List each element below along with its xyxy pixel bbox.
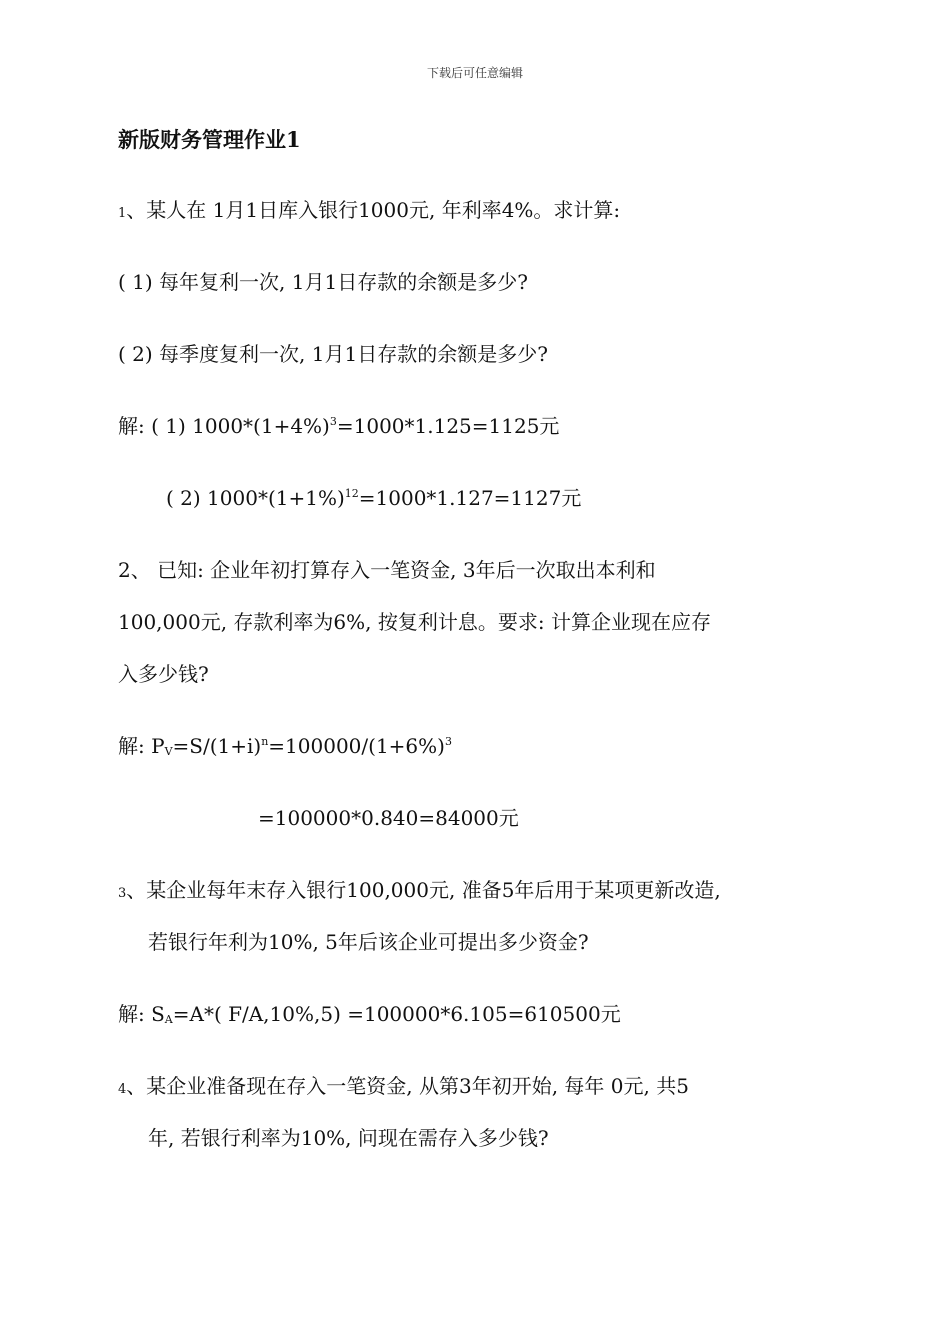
q2-s-exponent-3: 3 xyxy=(444,735,452,748)
q1-s2-post: =1000*1.127=1127元 xyxy=(358,486,582,510)
q3-line1 xyxy=(118,878,721,902)
q3-number: 3 xyxy=(118,886,127,901)
page-header: 下载后可任意编辑 xyxy=(426,66,523,80)
q3-solution xyxy=(118,1002,621,1026)
q1-number: 1 xyxy=(118,206,127,221)
q4-line2: 年, 若银行利率为10%, 问现在需存入多少钱? xyxy=(148,1126,549,1150)
document-title: 新版财务管理作业1 xyxy=(118,127,301,152)
q1-stem-text: 、某人在 1月1日库入银行1000元, 年利率4%。求计算: xyxy=(126,198,621,222)
q2-solution-1 xyxy=(118,734,452,758)
q2-s-mid: =S/(1+i) xyxy=(172,734,262,758)
q3-s-pre: 解: S xyxy=(118,1002,165,1026)
q4-line1 xyxy=(118,1074,689,1098)
q2-line1: 2、 已知: 企业年初打算存入一笔资金, 3年后一次取出本利和 xyxy=(118,558,656,582)
q2-s-pre: 解: P xyxy=(118,734,165,758)
q1-s2-pre: ( 2) 1000*(1+1%) xyxy=(166,486,345,510)
q2-line3: 入多少钱? xyxy=(118,662,209,686)
q4-line1-text: 、某企业准备现在存入一笔资金, 从第3年初开始, 每年 0元, 共5 xyxy=(126,1074,689,1098)
q3-line2: 若银行年利为10%, 5年后该企业可提出多少资金? xyxy=(148,930,589,954)
q1-s1-exponent: 3 xyxy=(329,415,337,428)
q2-s-mid2: =100000/(1+6%) xyxy=(268,734,445,758)
q1-stem xyxy=(118,198,620,222)
q1-s2-exponent: 12 xyxy=(344,487,359,500)
q1-part2: ( 2) 每季度复利一次, 1月1日存款的余额是多少? xyxy=(118,342,548,366)
q3-line1-text: 、某企业每年末存入银行100,000元, 准备5年后用于某项更新改造, xyxy=(126,878,721,902)
q2-line2: 100,000元, 存款利率为6%, 按复利计息。要求: 计算企业现在应存 xyxy=(118,610,711,634)
q3-s-subscript: A xyxy=(164,1013,173,1026)
q4-number: 4 xyxy=(118,1082,127,1097)
q2-s-subscript: V xyxy=(164,745,173,758)
q1-solution-2 xyxy=(166,486,581,510)
q1-s1-pre: 解: ( 1) 1000*(1+4%) xyxy=(118,414,330,438)
q1-s1-post: =1000*1.125=1125元 xyxy=(336,414,560,438)
q2-s-exponent-n: n xyxy=(261,735,269,748)
q3-s-post: =A*( F/A,10%,5) =100000*6.105=610500元 xyxy=(172,1002,621,1026)
q1-part1: ( 1) 每年复利一次, 1月1日存款的余额是多少? xyxy=(118,270,528,294)
q1-solution-1 xyxy=(118,414,559,438)
q2-solution-2: =100000*0.840=84000元 xyxy=(258,806,519,830)
